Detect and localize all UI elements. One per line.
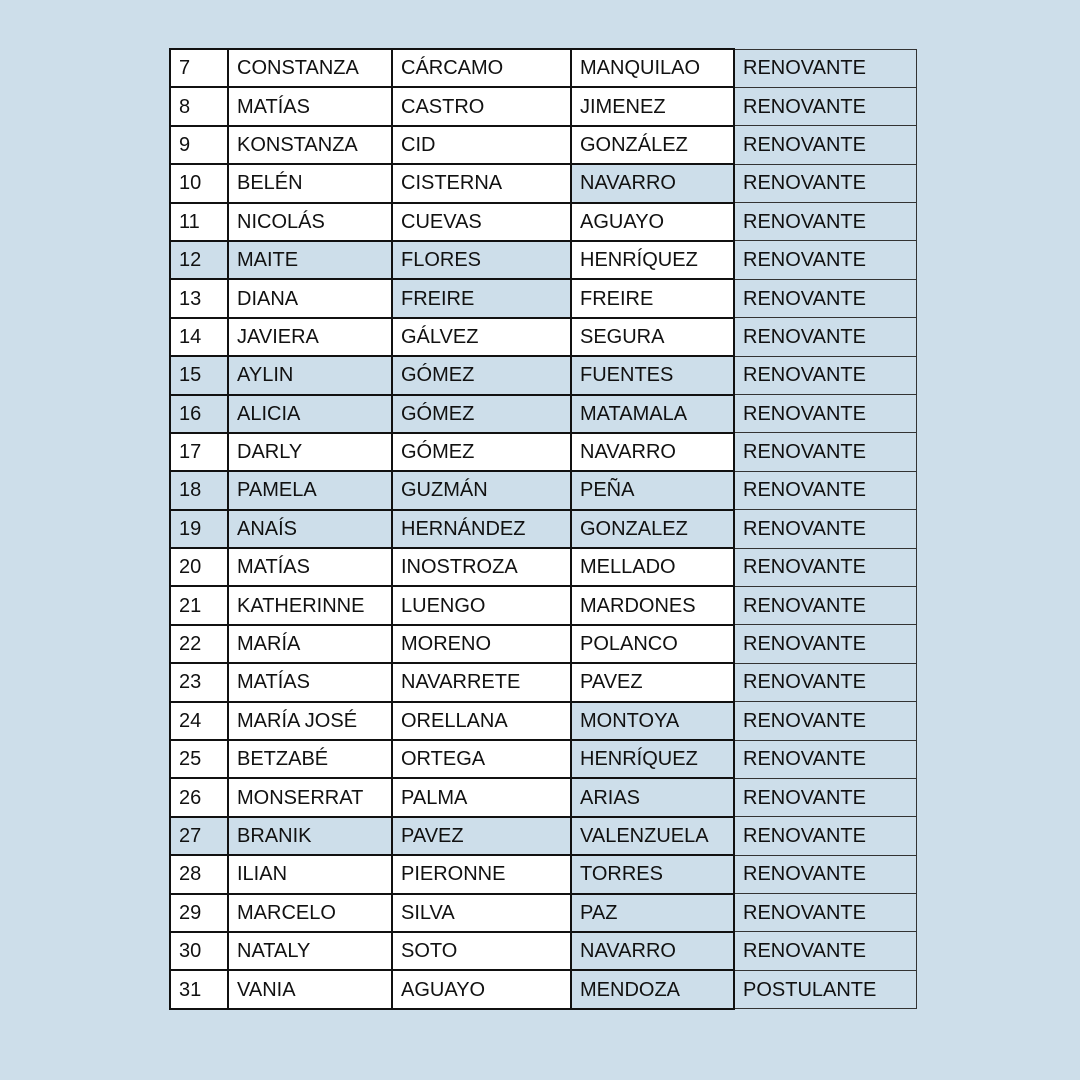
cell-surname-1: GÓMEZ bbox=[392, 356, 571, 394]
table-row bbox=[170, 855, 916, 893]
table-row bbox=[170, 241, 916, 279]
cell-surname-2: ARIAS bbox=[571, 778, 734, 816]
cell-surname-1: LUENGO bbox=[392, 586, 571, 624]
cell-num: 8 bbox=[170, 87, 228, 125]
table-row bbox=[170, 318, 916, 356]
cell-status: RENOVANTE bbox=[734, 241, 916, 279]
cell-surname-1: SILVA bbox=[392, 894, 571, 932]
cell-status: RENOVANTE bbox=[734, 817, 916, 855]
cell-surname-1: PALMA bbox=[392, 778, 571, 816]
cell-surname-1: CÁRCAMO bbox=[392, 49, 571, 87]
cell-surname-1: FREIRE bbox=[392, 279, 571, 317]
cell-num: 29 bbox=[170, 894, 228, 932]
cell-first-name: ILIAN bbox=[228, 855, 392, 893]
table-row bbox=[170, 548, 916, 586]
cell-status: RENOVANTE bbox=[734, 548, 916, 586]
cell-surname-1: INOSTROZA bbox=[392, 548, 571, 586]
cell-status: RENOVANTE bbox=[734, 932, 916, 970]
table-row bbox=[170, 586, 916, 624]
cell-surname-2: TORRES bbox=[571, 855, 734, 893]
cell-first-name: MAITE bbox=[228, 241, 392, 279]
cell-status: RENOVANTE bbox=[734, 279, 916, 317]
table-row bbox=[170, 356, 916, 394]
cell-first-name: NATALY bbox=[228, 932, 392, 970]
table-row bbox=[170, 433, 916, 471]
cell-surname-1: CUEVAS bbox=[392, 203, 571, 241]
cell-first-name: DIANA bbox=[228, 279, 392, 317]
table-row bbox=[170, 625, 916, 663]
cell-surname-2: HENRÍQUEZ bbox=[571, 241, 734, 279]
cell-num: 12 bbox=[170, 241, 228, 279]
cell-surname-1: ORTEGA bbox=[392, 740, 571, 778]
student-table-body bbox=[170, 49, 916, 1009]
cell-surname-2: MATAMALA bbox=[571, 395, 734, 433]
cell-surname-2: MELLADO bbox=[571, 548, 734, 586]
cell-status: RENOVANTE bbox=[734, 356, 916, 394]
student-list-sheet bbox=[169, 48, 915, 1010]
cell-surname-2: NAVARRO bbox=[571, 433, 734, 471]
cell-surname-2: MENDOZA bbox=[571, 970, 734, 1008]
cell-first-name: BETZABÉ bbox=[228, 740, 392, 778]
cell-surname-1: ORELLANA bbox=[392, 702, 571, 740]
table-row bbox=[170, 663, 916, 701]
cell-surname-2: VALENZUELA bbox=[571, 817, 734, 855]
cell-num: 28 bbox=[170, 855, 228, 893]
cell-surname-1: GUZMÁN bbox=[392, 471, 571, 509]
cell-num: 18 bbox=[170, 471, 228, 509]
cell-num: 15 bbox=[170, 356, 228, 394]
cell-status: RENOVANTE bbox=[734, 510, 916, 548]
table-row bbox=[170, 87, 916, 125]
cell-first-name: DARLY bbox=[228, 433, 392, 471]
table-row bbox=[170, 778, 916, 816]
cell-surname-2: HENRÍQUEZ bbox=[571, 740, 734, 778]
cell-surname-1: GÓMEZ bbox=[392, 395, 571, 433]
cell-status: RENOVANTE bbox=[734, 203, 916, 241]
cell-surname-2: AGUAYO bbox=[571, 203, 734, 241]
cell-status: RENOVANTE bbox=[734, 778, 916, 816]
cell-status: RENOVANTE bbox=[734, 395, 916, 433]
cell-first-name: AYLIN bbox=[228, 356, 392, 394]
cell-num: 22 bbox=[170, 625, 228, 663]
cell-first-name: KONSTANZA bbox=[228, 126, 392, 164]
cell-num: 7 bbox=[170, 49, 228, 87]
cell-first-name: PAMELA bbox=[228, 471, 392, 509]
cell-status: RENOVANTE bbox=[734, 740, 916, 778]
cell-first-name: BELÉN bbox=[228, 164, 392, 202]
table-row bbox=[170, 970, 916, 1008]
cell-surname-1: PAVEZ bbox=[392, 817, 571, 855]
cell-num: 10 bbox=[170, 164, 228, 202]
cell-num: 16 bbox=[170, 395, 228, 433]
cell-first-name: CONSTANZA bbox=[228, 49, 392, 87]
cell-num: 14 bbox=[170, 318, 228, 356]
cell-surname-1: HERNÁNDEZ bbox=[392, 510, 571, 548]
cell-status: RENOVANTE bbox=[734, 49, 916, 87]
cell-status: RENOVANTE bbox=[734, 471, 916, 509]
table-row bbox=[170, 932, 916, 970]
cell-num: 20 bbox=[170, 548, 228, 586]
cell-status: POSTULANTE bbox=[734, 970, 916, 1008]
cell-surname-1: FLORES bbox=[392, 241, 571, 279]
table-row bbox=[170, 702, 916, 740]
cell-num: 31 bbox=[170, 970, 228, 1008]
cell-status: RENOVANTE bbox=[734, 87, 916, 125]
cell-num: 25 bbox=[170, 740, 228, 778]
cell-status: RENOVANTE bbox=[734, 433, 916, 471]
cell-first-name: ANAÍS bbox=[228, 510, 392, 548]
cell-first-name: MATÍAS bbox=[228, 87, 392, 125]
cell-first-name: MARÍA JOSÉ bbox=[228, 702, 392, 740]
cell-first-name: MATÍAS bbox=[228, 663, 392, 701]
cell-num: 17 bbox=[170, 433, 228, 471]
cell-status: RENOVANTE bbox=[734, 894, 916, 932]
table-row bbox=[170, 49, 916, 87]
cell-first-name: VANIA bbox=[228, 970, 392, 1008]
cell-first-name: MONSERRAT bbox=[228, 778, 392, 816]
cell-num: 9 bbox=[170, 126, 228, 164]
cell-surname-2: PAZ bbox=[571, 894, 734, 932]
cell-first-name: MARÍA bbox=[228, 625, 392, 663]
cell-first-name: MATÍAS bbox=[228, 548, 392, 586]
cell-surname-2: NAVARRO bbox=[571, 164, 734, 202]
cell-surname-1: CASTRO bbox=[392, 87, 571, 125]
table-row bbox=[170, 279, 916, 317]
cell-surname-2: PAVEZ bbox=[571, 663, 734, 701]
cell-first-name: KATHERINNE bbox=[228, 586, 392, 624]
table-row bbox=[170, 471, 916, 509]
cell-surname-2: MONTOYA bbox=[571, 702, 734, 740]
cell-num: 23 bbox=[170, 663, 228, 701]
table-row bbox=[170, 395, 916, 433]
cell-surname-1: SOTO bbox=[392, 932, 571, 970]
cell-num: 19 bbox=[170, 510, 228, 548]
student-table bbox=[169, 48, 917, 1010]
cell-surname-1: MORENO bbox=[392, 625, 571, 663]
table-row bbox=[170, 203, 916, 241]
cell-num: 30 bbox=[170, 932, 228, 970]
cell-surname-2: JIMENEZ bbox=[571, 87, 734, 125]
cell-surname-1: NAVARRETE bbox=[392, 663, 571, 701]
cell-surname-2: PEÑA bbox=[571, 471, 734, 509]
table-row bbox=[170, 894, 916, 932]
cell-surname-2: POLANCO bbox=[571, 625, 734, 663]
cell-num: 24 bbox=[170, 702, 228, 740]
table-row bbox=[170, 126, 916, 164]
table-row bbox=[170, 817, 916, 855]
cell-first-name: NICOLÁS bbox=[228, 203, 392, 241]
cell-first-name: JAVIERA bbox=[228, 318, 392, 356]
cell-status: RENOVANTE bbox=[734, 318, 916, 356]
cell-status: RENOVANTE bbox=[734, 702, 916, 740]
cell-surname-2: GONZALEZ bbox=[571, 510, 734, 548]
cell-surname-2: MARDONES bbox=[571, 586, 734, 624]
cell-surname-2: NAVARRO bbox=[571, 932, 734, 970]
cell-num: 27 bbox=[170, 817, 228, 855]
cell-num: 21 bbox=[170, 586, 228, 624]
table-row bbox=[170, 164, 916, 202]
cell-surname-2: GONZÁLEZ bbox=[571, 126, 734, 164]
cell-first-name: BRANIK bbox=[228, 817, 392, 855]
table-row bbox=[170, 510, 916, 548]
cell-surname-1: GÓMEZ bbox=[392, 433, 571, 471]
cell-status: RENOVANTE bbox=[734, 164, 916, 202]
cell-status: RENOVANTE bbox=[734, 586, 916, 624]
cell-surname-1: AGUAYO bbox=[392, 970, 571, 1008]
cell-first-name: ALICIA bbox=[228, 395, 392, 433]
cell-surname-1: CID bbox=[392, 126, 571, 164]
cell-status: RENOVANTE bbox=[734, 126, 916, 164]
cell-surname-1: CISTERNA bbox=[392, 164, 571, 202]
cell-num: 13 bbox=[170, 279, 228, 317]
cell-status: RENOVANTE bbox=[734, 663, 916, 701]
cell-surname-1: GÁLVEZ bbox=[392, 318, 571, 356]
table-row bbox=[170, 740, 916, 778]
cell-status: RENOVANTE bbox=[734, 625, 916, 663]
cell-surname-2: SEGURA bbox=[571, 318, 734, 356]
cell-surname-1: PIERONNE bbox=[392, 855, 571, 893]
cell-surname-2: FUENTES bbox=[571, 356, 734, 394]
cell-num: 26 bbox=[170, 778, 228, 816]
cell-status: RENOVANTE bbox=[734, 855, 916, 893]
cell-surname-2: MANQUILAO bbox=[571, 49, 734, 87]
cell-first-name: MARCELO bbox=[228, 894, 392, 932]
cell-surname-2: FREIRE bbox=[571, 279, 734, 317]
cell-num: 11 bbox=[170, 203, 228, 241]
